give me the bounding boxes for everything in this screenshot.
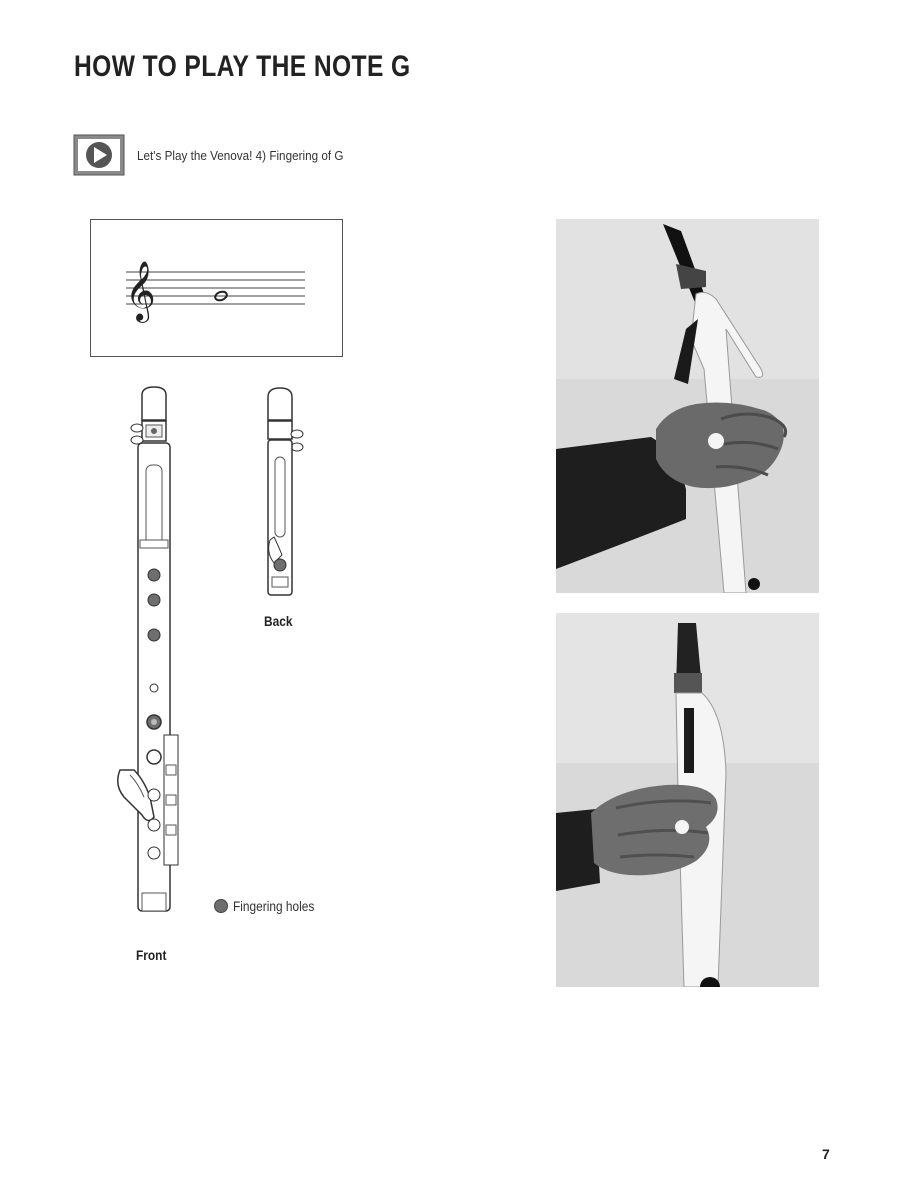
video-caption[interactable]: Let's Play the Venova! 4) Fingering of G [137, 147, 344, 163]
staff-notation [90, 219, 343, 357]
back-diagram [258, 385, 308, 605]
front-diagram [110, 385, 200, 920]
play-icon[interactable] [73, 134, 125, 176]
photo-front-hold [556, 219, 819, 593]
filled-hole-icon [214, 899, 228, 913]
photo-side-hold [556, 613, 819, 987]
fingering-legend [214, 898, 329, 914]
legend-label: Fingering holes [233, 898, 315, 914]
thumb-hole [274, 559, 286, 571]
video-link[interactable] [73, 133, 366, 177]
back-label: Back [264, 613, 293, 629]
fingering-hole [148, 629, 160, 641]
treble-clef-icon: 𝄞 [125, 261, 156, 321]
fingering-hole [148, 569, 160, 581]
open-hole [150, 684, 158, 692]
page-number: 7 [822, 1146, 830, 1162]
front-label: Front [136, 947, 167, 963]
page-title: HOW TO PLAY THE NOTE G [74, 50, 411, 83]
fingering-hole [148, 594, 160, 606]
